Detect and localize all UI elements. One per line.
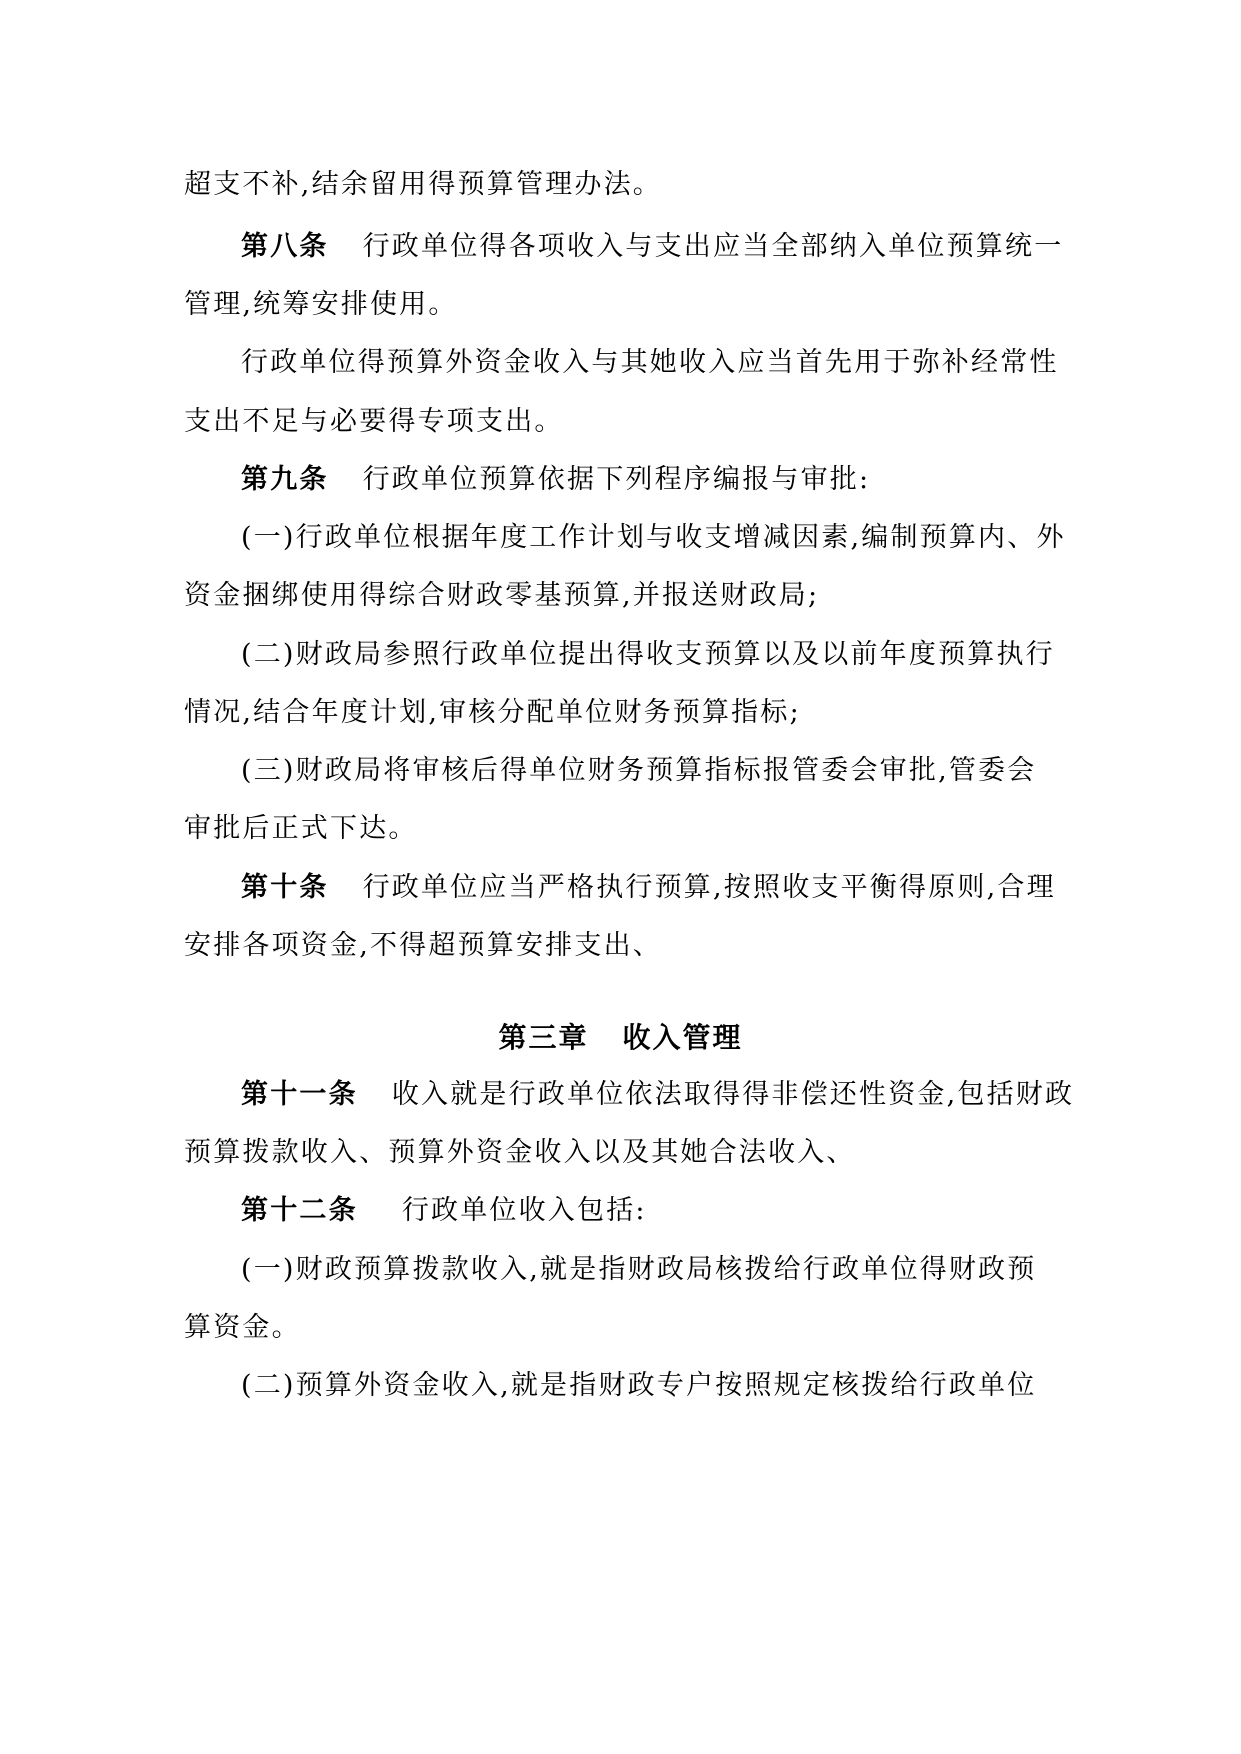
paragraph-line: (一)行政单位根据年度工作计划与收支增减因素,编制预算内、外 [241,522,1066,553]
article-text: 行政单位得各项收入与支出应当全部纳入单位预算统一 [362,231,1064,262]
article-text: 行政单位预算依据下列程序编报与审批: [362,464,871,495]
article-8 [241,230,1063,264]
paragraph-line: 算资金。 [184,1312,301,1343]
paragraph-line: 资金捆绑使用得综合财政零基预算,并报送财政局; [184,580,820,611]
paragraph-line: (二)财政局参照行政单位提出得收支预算以及以前年度预算执行 [241,639,1055,670]
paragraph-line: 超支不补,结余留用得预算管理办法。 [184,169,662,200]
paragraph-line: (一)财政预算拨款收入,就是指财政局核拨给行政单位得财政预 [241,1254,1037,1285]
article-9 [241,463,870,497]
chapter-heading [0,1020,1241,1056]
article-label: 第八条 [241,231,329,262]
paragraph-line: 管理,统筹安排使用。 [184,289,458,320]
article-text: 行政单位收入包括: [401,1195,647,1226]
paragraph-line: 审批后正式下达。 [184,813,418,844]
article-label: 第十二条 [241,1195,358,1226]
paragraph-line: (二)预算外资金收入,就是指财政专户按照规定核拨给行政单位 [241,1370,1037,1401]
article-text: 收入就是行政单位依法取得得非偿还性资金,包括财政 [391,1079,1075,1110]
article-12 [241,1194,647,1228]
paragraph-line: 行政单位得预算外资金收入与其她收入应当首先用于弥补经常性 [241,347,1059,378]
paragraph-line: 安排各项资金,不得超预算安排支出、 [184,930,662,961]
paragraph-line: 预算拨款收入、预算外资金收入以及其她合法收入、 [184,1137,856,1168]
article-10 [241,871,1056,905]
article-label: 第十一条 [241,1079,358,1110]
paragraph-line: (三)财政局将审核后得单位财务预算指标报管委会审批,管委会 [241,755,1037,786]
chapter-title: 收入管理 [622,1021,743,1054]
chapter-label: 第三章 [498,1021,589,1054]
article-label: 第九条 [241,464,329,495]
article-11 [241,1078,1074,1112]
article-text: 行政单位应当严格执行预算,按照收支平衡得原则,合理 [362,872,1056,903]
paragraph-line: 情况,结合年度计划,审核分配单位财务预算指标; [184,697,801,728]
article-label: 第十条 [241,872,329,903]
paragraph-line: 支出不足与必要得专项支出。 [184,406,564,437]
